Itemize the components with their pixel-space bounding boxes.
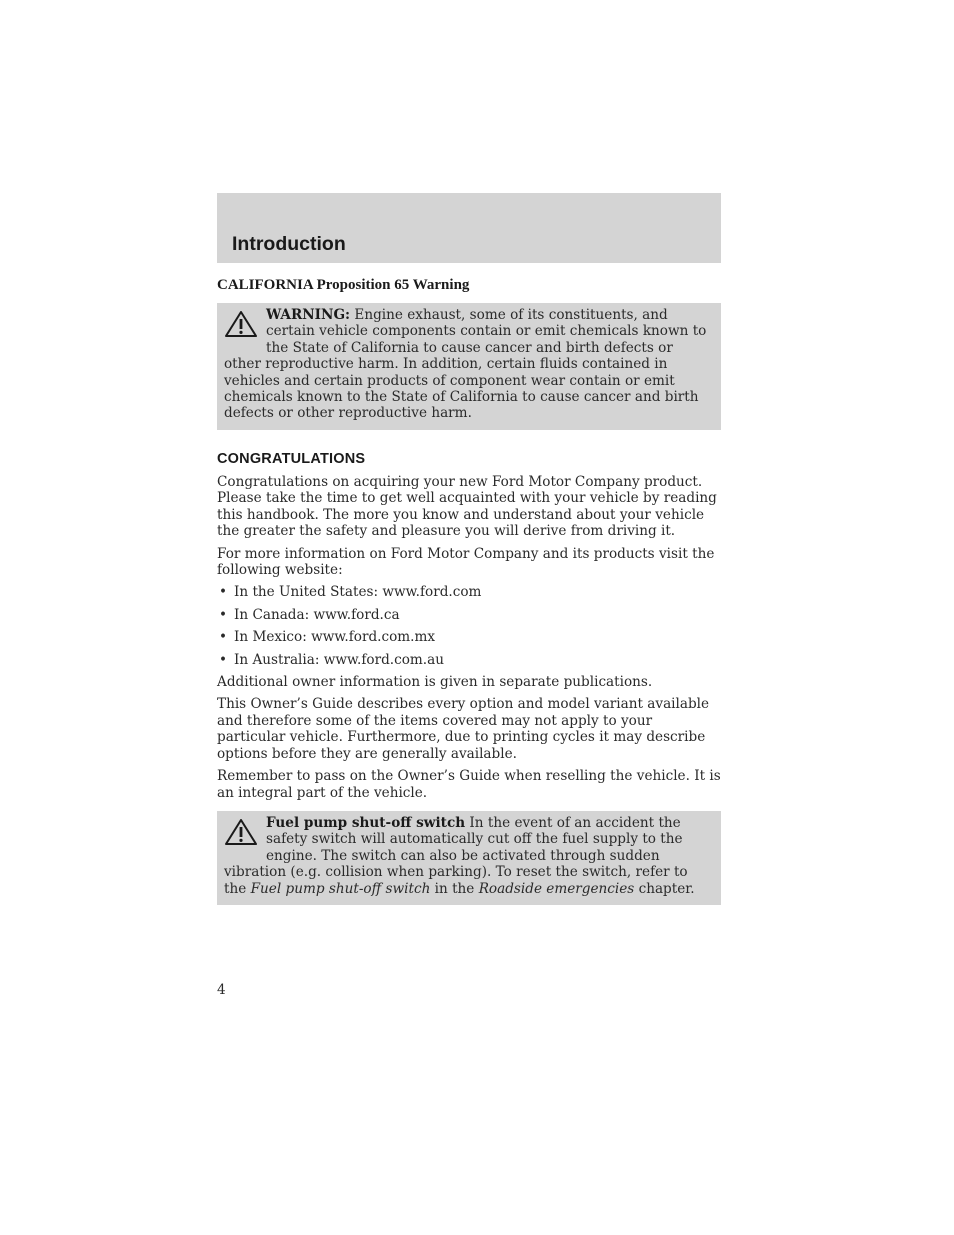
paragraph: Congratulations on acquiring your new Ford Motor Company product. Please take the time to get well acquainted with your vehicle by reading this handbook. The more you know and understand about your vehicle the greater the safety and pleasure you will derive from driving it. [217,474,717,540]
warning-triangle-icon [224,818,260,848]
california-heading: CALIFORNIA Proposition 65 Warning [217,277,470,293]
bullet: • [219,584,228,601]
list-item [217,629,721,645]
fuel-pump-text: In the event of an accident the safety switch will automatically cut off the fuel supply to the engine. The switch can also be activated through sudden vibration (e.g. collision when parking). To reset the switch, refer to the [224,815,688,897]
fuel-pump-label: Fuel pump shut-off switch [266,815,466,831]
list-item [217,584,721,600]
section-header-band [217,193,721,263]
paragraph: This Owner’s Guide describes every option and model variant available and therefore some of the items covered may not apply to your particular vehicle. Furthermore, due to printing cycles it may describe options before they are generally available. [217,696,710,762]
congratulations-body [217,474,721,807]
website-item: In the United States: www.ford.com [234,584,482,601]
warning-text: Engine exhaust, some of its constituents, and certain vehicle components contain or emit chemicals known to the State of California to cause cancer and birth defects or other reproductive harm. In addition, certain fluids contained in vehicles and certain products of component wear contain or emit chemicals known to the State of California to cause cancer and birth defects or other reproductive harm. [224,307,707,422]
chapter-reference: Roadside emergencies [478,880,635,897]
bullet: • [219,629,228,646]
warning-label: WARNING: [266,307,351,323]
list-item [217,607,721,623]
section-title: Introduction [232,233,346,255]
website-list [217,584,721,668]
page-number: 4 [217,982,226,998]
warning-triangle-icon [224,310,260,340]
website-item: In Australia: www.ford.com.au [234,651,444,668]
paragraph: Remember to pass on the Owner’s Guide when reselling the vehicle. It is an integral part of the vehicle. [217,768,721,801]
paragraph: Additional owner information is given in separate publications. [217,674,653,691]
california-warning-box [217,303,721,430]
website-item: In Mexico: www.ford.com.mx [234,629,436,646]
fuel-pump-reference: Fuel pump shut-off switch [250,880,431,897]
list-item [217,652,721,668]
fuel-pump-warning-box [217,811,721,905]
congratulations-heading: CONGRATULATIONS [217,451,366,467]
paragraph: For more information on Ford Motor Company and its products visit the following website: [217,545,715,579]
website-item: In Canada: www.ford.ca [234,606,400,623]
fuel-pump-text: chapter. [634,880,695,897]
bullet: • [219,606,228,623]
fuel-pump-text: in the [430,880,479,897]
bullet: • [219,651,228,668]
